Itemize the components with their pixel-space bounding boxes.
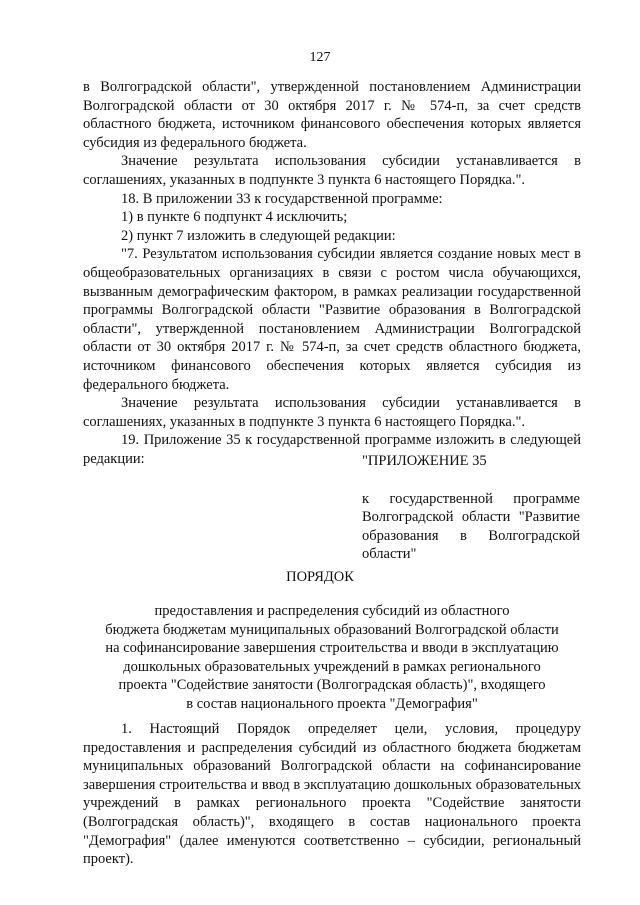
paragraph-2: Значение результата использования субсидии устанавливается в соглашениях, указанных в подпункте 3 пункта 6 настоящего Порядка.". [83,153,581,188]
paragraph-4: 1) в пункте 6 подпункт 4 исключить; [121,209,348,226]
order-subtitle [83,602,581,714]
clause-1-text: 1. Настоящий Порядок определяет цели, условия, процедуру предоставления и распределения субсидий из областного бюджета бюджетам муниципальных образований Волгоградской области на софинансирование завершения строительства и ввод в эксплуатацию дошкольных образовательных учреждений в рамках регионального проекта "Содействие занятости (Волгоградская область)", входящего в состав национального проекта "Демография" (далее именуются соответственно – субсидии, региональный проект). [83,721,581,868]
paragraph-3: 18. В приложении 33 к государственной программе: [121,190,443,207]
order-subtitle-line: проекта "Содействие занятости (Волгоградская область)", входящего [118,677,546,694]
page-number: 127 [309,50,331,65]
amendment-text [83,78,581,468]
order-clause-1 [83,720,581,869]
order-subtitle-line: дошкольных образовательных учреждений в рамках регионального [123,658,541,675]
order-subtitle-line: предоставления и распределения субсидий из областного [154,603,510,619]
paragraph-1: в Волгоградской области", утвержденной постановлением Администрации Волгоградской области от 30 октября 2017 г. № 574-п, за счет средств областного бюджета, источником финансового обеспечения которых является субсидия из федерального бюджета. [83,79,581,151]
paragraph-6: "7. Результатом использования субсидии является создание новых мест в общеобразовательных организациях в связи с ростом числа обучающихся, вызванным демографическим фактором, в рамках реализации государственной программы Волгоградской области "Развитие образования в Волгоградской области", утвержденной постановлением Администрации Волгоградской области от 30 октября 2017 г. № 574-п, за счет средств областного бюджета, источником финансового обеспечения которых является субсидия из федерального бюджета. [83,246,581,393]
appendix-title: "ПРИЛОЖЕНИЕ 35 [362,453,487,469]
order-title: ПОРЯДОК [286,569,354,585]
appendix-heading [362,452,580,564]
order-subtitle-line: бюджета бюджетам муниципальных образований Волгоградской области [105,621,559,638]
paragraph-8: 19. Приложение 35 к государственной программе изложить в следующей редакции: [83,432,581,467]
appendix-reference: к государственной программе Волгоградской области "Развитие образования в Волгоградской области" [362,490,580,563]
order-subtitle-line: в состав национального проекта "Демография" [186,695,478,712]
order-subtitle-line: на софинансирование завершения строительства и вводи в эксплуатацию [105,640,559,657]
paragraph-7: Значение результата использования субсидии устанавливается в соглашениях, указанных в подпункте 3 пункта 6 настоящего Порядка.". [83,395,581,430]
paragraph-5: 2) пункт 7 изложить в следующей редакции: [121,227,396,244]
